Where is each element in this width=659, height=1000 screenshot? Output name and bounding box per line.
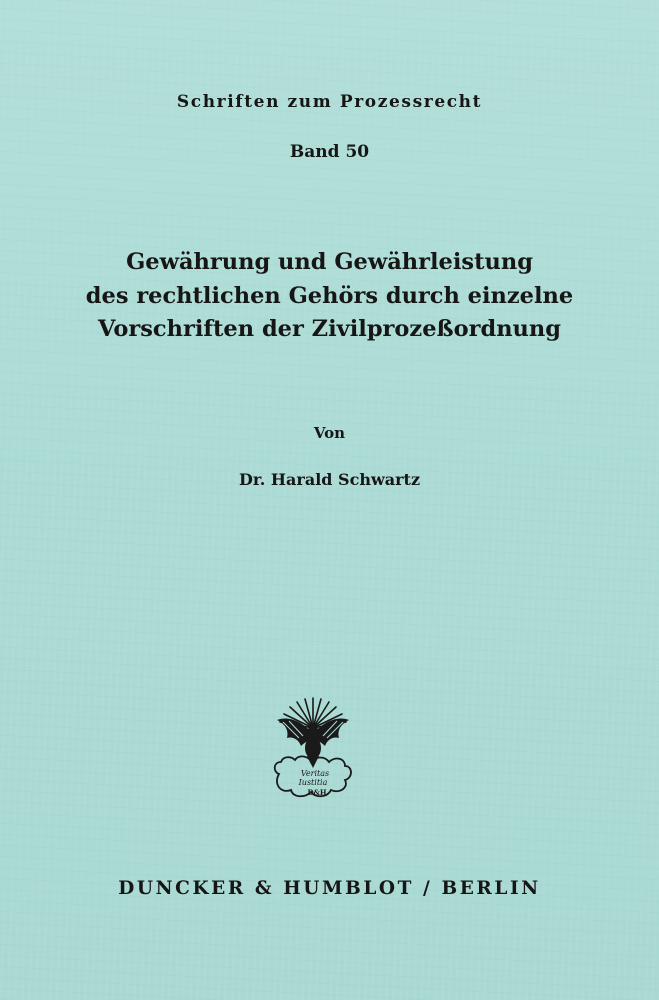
eagle-emblem-icon [269, 694, 357, 806]
author-name: Dr. Harald Schwartz [238, 470, 421, 489]
publisher-line: DUNCKER & HUMBLOT / BERLIN [118, 878, 541, 899]
title-line-1: Gewährung und Gewährleistung [126, 249, 533, 275]
logo-motto-1: Veritas [300, 769, 330, 778]
by-label: Von [313, 424, 346, 442]
title-line-3: Vorschriften der Zivilprozeßordnung [97, 316, 562, 342]
book-title [0, 246, 659, 347]
logo-motto-2: Iustitia [298, 778, 328, 787]
logo-initials: D&H [307, 788, 327, 797]
series-title: Schriften zum Prozessrecht [176, 92, 483, 112]
volume-number: Band 50 [289, 142, 370, 162]
title-line-2: des rechtlichen Gehörs durch einzelne [85, 282, 574, 309]
